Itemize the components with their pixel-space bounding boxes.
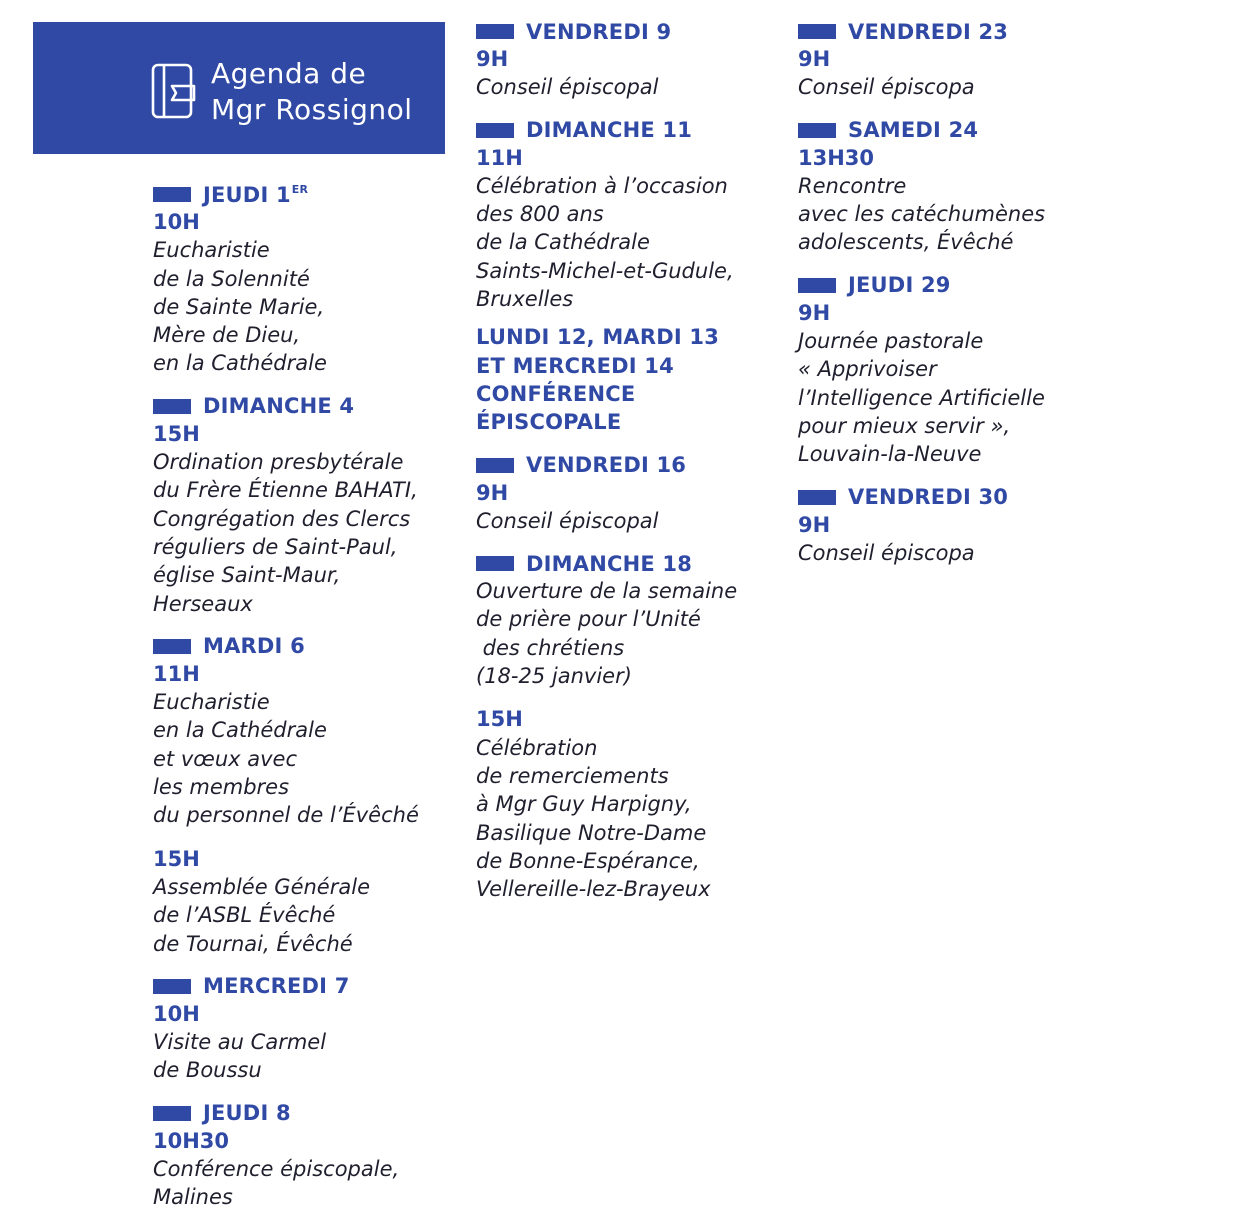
- day-marker-bar: [153, 639, 191, 654]
- event-description: Conseil épiscopal: [476, 75, 659, 100]
- event-description: Célébration de remerciements à Mgr Guy Harpigny, Basilique Notre-Dame de Bonne-Espérance, Vellereille-lez-Brayeux: [476, 735, 711, 902]
- event-description: Rencontre avec les catéchumènes adolescents, Évêché: [798, 173, 1046, 255]
- agenda-event: [476, 144, 781, 314]
- agenda-event: [798, 45, 1098, 102]
- event-description: Célébration à l’occasion des 800 ans de la Cathédrale Saints-Michel-et-Gudule, Bruxelles: [476, 173, 734, 312]
- agenda-book-icon: [150, 62, 200, 120]
- day-heading-jeudi-1: [153, 181, 453, 208]
- event-description: Assemblée Générale de l’ASBL Évêché de Tournai, Évêché: [153, 874, 370, 956]
- agenda-event: [476, 705, 781, 903]
- event-time: 10H: [153, 1001, 200, 1026]
- day-label: DIMANCHE 18: [526, 551, 693, 576]
- agenda-event: [153, 208, 453, 378]
- event-time: 9H: [476, 480, 509, 505]
- day-label: JEUDI 29: [848, 273, 951, 298]
- day-heading-vendredi-16: [476, 452, 781, 479]
- day-heading-dimanche-11: [476, 117, 781, 144]
- day-marker-bar: [476, 24, 514, 39]
- agenda-title: [211, 56, 413, 128]
- day-marker-bar: [476, 123, 514, 138]
- episcopal-conference-heading: LUNDI 12, MARDI 13 ET MERCREDI 14 CONFÉRENCE ÉPISCOPALE: [476, 325, 720, 435]
- day-label: DIMANCHE 11: [526, 118, 693, 143]
- day-heading-dimanche-4: [153, 393, 453, 420]
- day-marker-bar: [798, 278, 836, 293]
- event-time: 15H: [476, 707, 523, 732]
- day-marker-bar: [153, 399, 191, 414]
- agenda-header-banner: [33, 22, 445, 154]
- day-label: VENDREDI 16: [526, 453, 687, 478]
- event-time: 13H30: [798, 145, 875, 170]
- agenda-column-2: [476, 18, 781, 903]
- event-time: 11H: [153, 661, 200, 686]
- agenda-event: [476, 479, 781, 536]
- agenda-event: [153, 1127, 453, 1212]
- event-time: 11H: [476, 145, 523, 170]
- day-label: VENDREDI 9: [526, 19, 672, 44]
- event-time: 9H: [798, 47, 831, 71]
- day-heading-samedi-24: [798, 117, 1098, 144]
- day-label: JEUDI 1ER: [203, 182, 309, 207]
- event-time: 15H: [153, 846, 200, 871]
- day-heading-dimanche-18: [476, 550, 781, 577]
- agenda-event: [798, 144, 1098, 257]
- event-description: Eucharistie de la Solennité de Sainte Marie, Mère de Dieu, en la Cathédrale: [153, 238, 327, 376]
- event-description: Ordination presbytérale du Frère Étienne BAHATI, Congrégation des Clercs réguliers de Saint-Paul, église Saint-Maur, Herseaux: [153, 450, 418, 616]
- day-label-superscript: ER: [291, 182, 309, 196]
- event-time: 9H: [476, 47, 509, 71]
- day-marker-bar: [476, 458, 514, 473]
- event-description: Conseil épiscopa: [798, 75, 975, 100]
- day-heading-mercredi-7: [153, 973, 453, 1000]
- event-time: 10H30: [153, 1128, 230, 1153]
- day-label: MERCREDI 7: [203, 974, 350, 999]
- agenda-event: [798, 511, 1098, 568]
- day-marker-bar: [798, 490, 836, 505]
- agenda-event: [798, 299, 1098, 469]
- event-time: 10H: [153, 210, 200, 234]
- day-label: SAMEDI 24: [848, 118, 979, 143]
- agenda-event: [153, 420, 453, 618]
- event-description: Ouverture de la semaine de prière pour l’Unité des chrétiens (18-25 janvier): [476, 579, 738, 689]
- agenda-event: [153, 845, 453, 958]
- agenda-title-line-2: Mgr Rossignol: [211, 93, 413, 126]
- day-marker-bar: [798, 123, 836, 138]
- day-marker-bar: [153, 187, 191, 202]
- agenda-event: [476, 45, 781, 102]
- day-marker-bar: [476, 556, 514, 571]
- day-label: JEUDI 8: [203, 1101, 291, 1126]
- event-time: 9H: [798, 300, 831, 325]
- day-heading-jeudi-8: [153, 1100, 453, 1127]
- day-heading-vendredi-23: [798, 18, 1098, 45]
- event-time: 9H: [798, 512, 831, 537]
- day-heading-mardi-6: [153, 633, 453, 660]
- agenda-event: [153, 1000, 453, 1085]
- day-marker-bar: [153, 979, 191, 994]
- agenda-event: [476, 577, 781, 690]
- event-time: 15H: [153, 421, 200, 446]
- agenda-title-line-1: Agenda de: [211, 57, 367, 90]
- day-label: MARDI 6: [203, 634, 305, 659]
- day-heading-vendredi-30: [798, 484, 1098, 511]
- agenda-column-1: [153, 181, 453, 1212]
- event-description: Visite au Carmel de Boussu: [153, 1030, 327, 1083]
- agenda-event: [153, 660, 453, 830]
- event-description: Conférence épiscopale, Malines: [153, 1157, 400, 1210]
- day-label: VENDREDI 30: [848, 485, 1009, 510]
- agenda-column-3: [798, 18, 1098, 567]
- day-marker-bar: [798, 24, 836, 39]
- event-description: Conseil épiscopal: [476, 508, 659, 533]
- day-label: DIMANCHE 4: [203, 394, 355, 419]
- day-marker-bar: [153, 1106, 191, 1121]
- event-description: Eucharistie en la Cathédrale et vœux avec les membres du personnel de l’Évêché: [153, 690, 419, 828]
- day-heading-jeudi-29: [798, 272, 1098, 299]
- day-heading-vendredi-9: [476, 18, 781, 45]
- day-label: VENDREDI 23: [848, 19, 1009, 44]
- event-description: Journée pastorale « Apprivoiser l’Intelligence Artificielle pour mieux servir », Louvain-la-Neuve: [798, 329, 1045, 467]
- event-description: Conseil épiscopa: [798, 540, 975, 565]
